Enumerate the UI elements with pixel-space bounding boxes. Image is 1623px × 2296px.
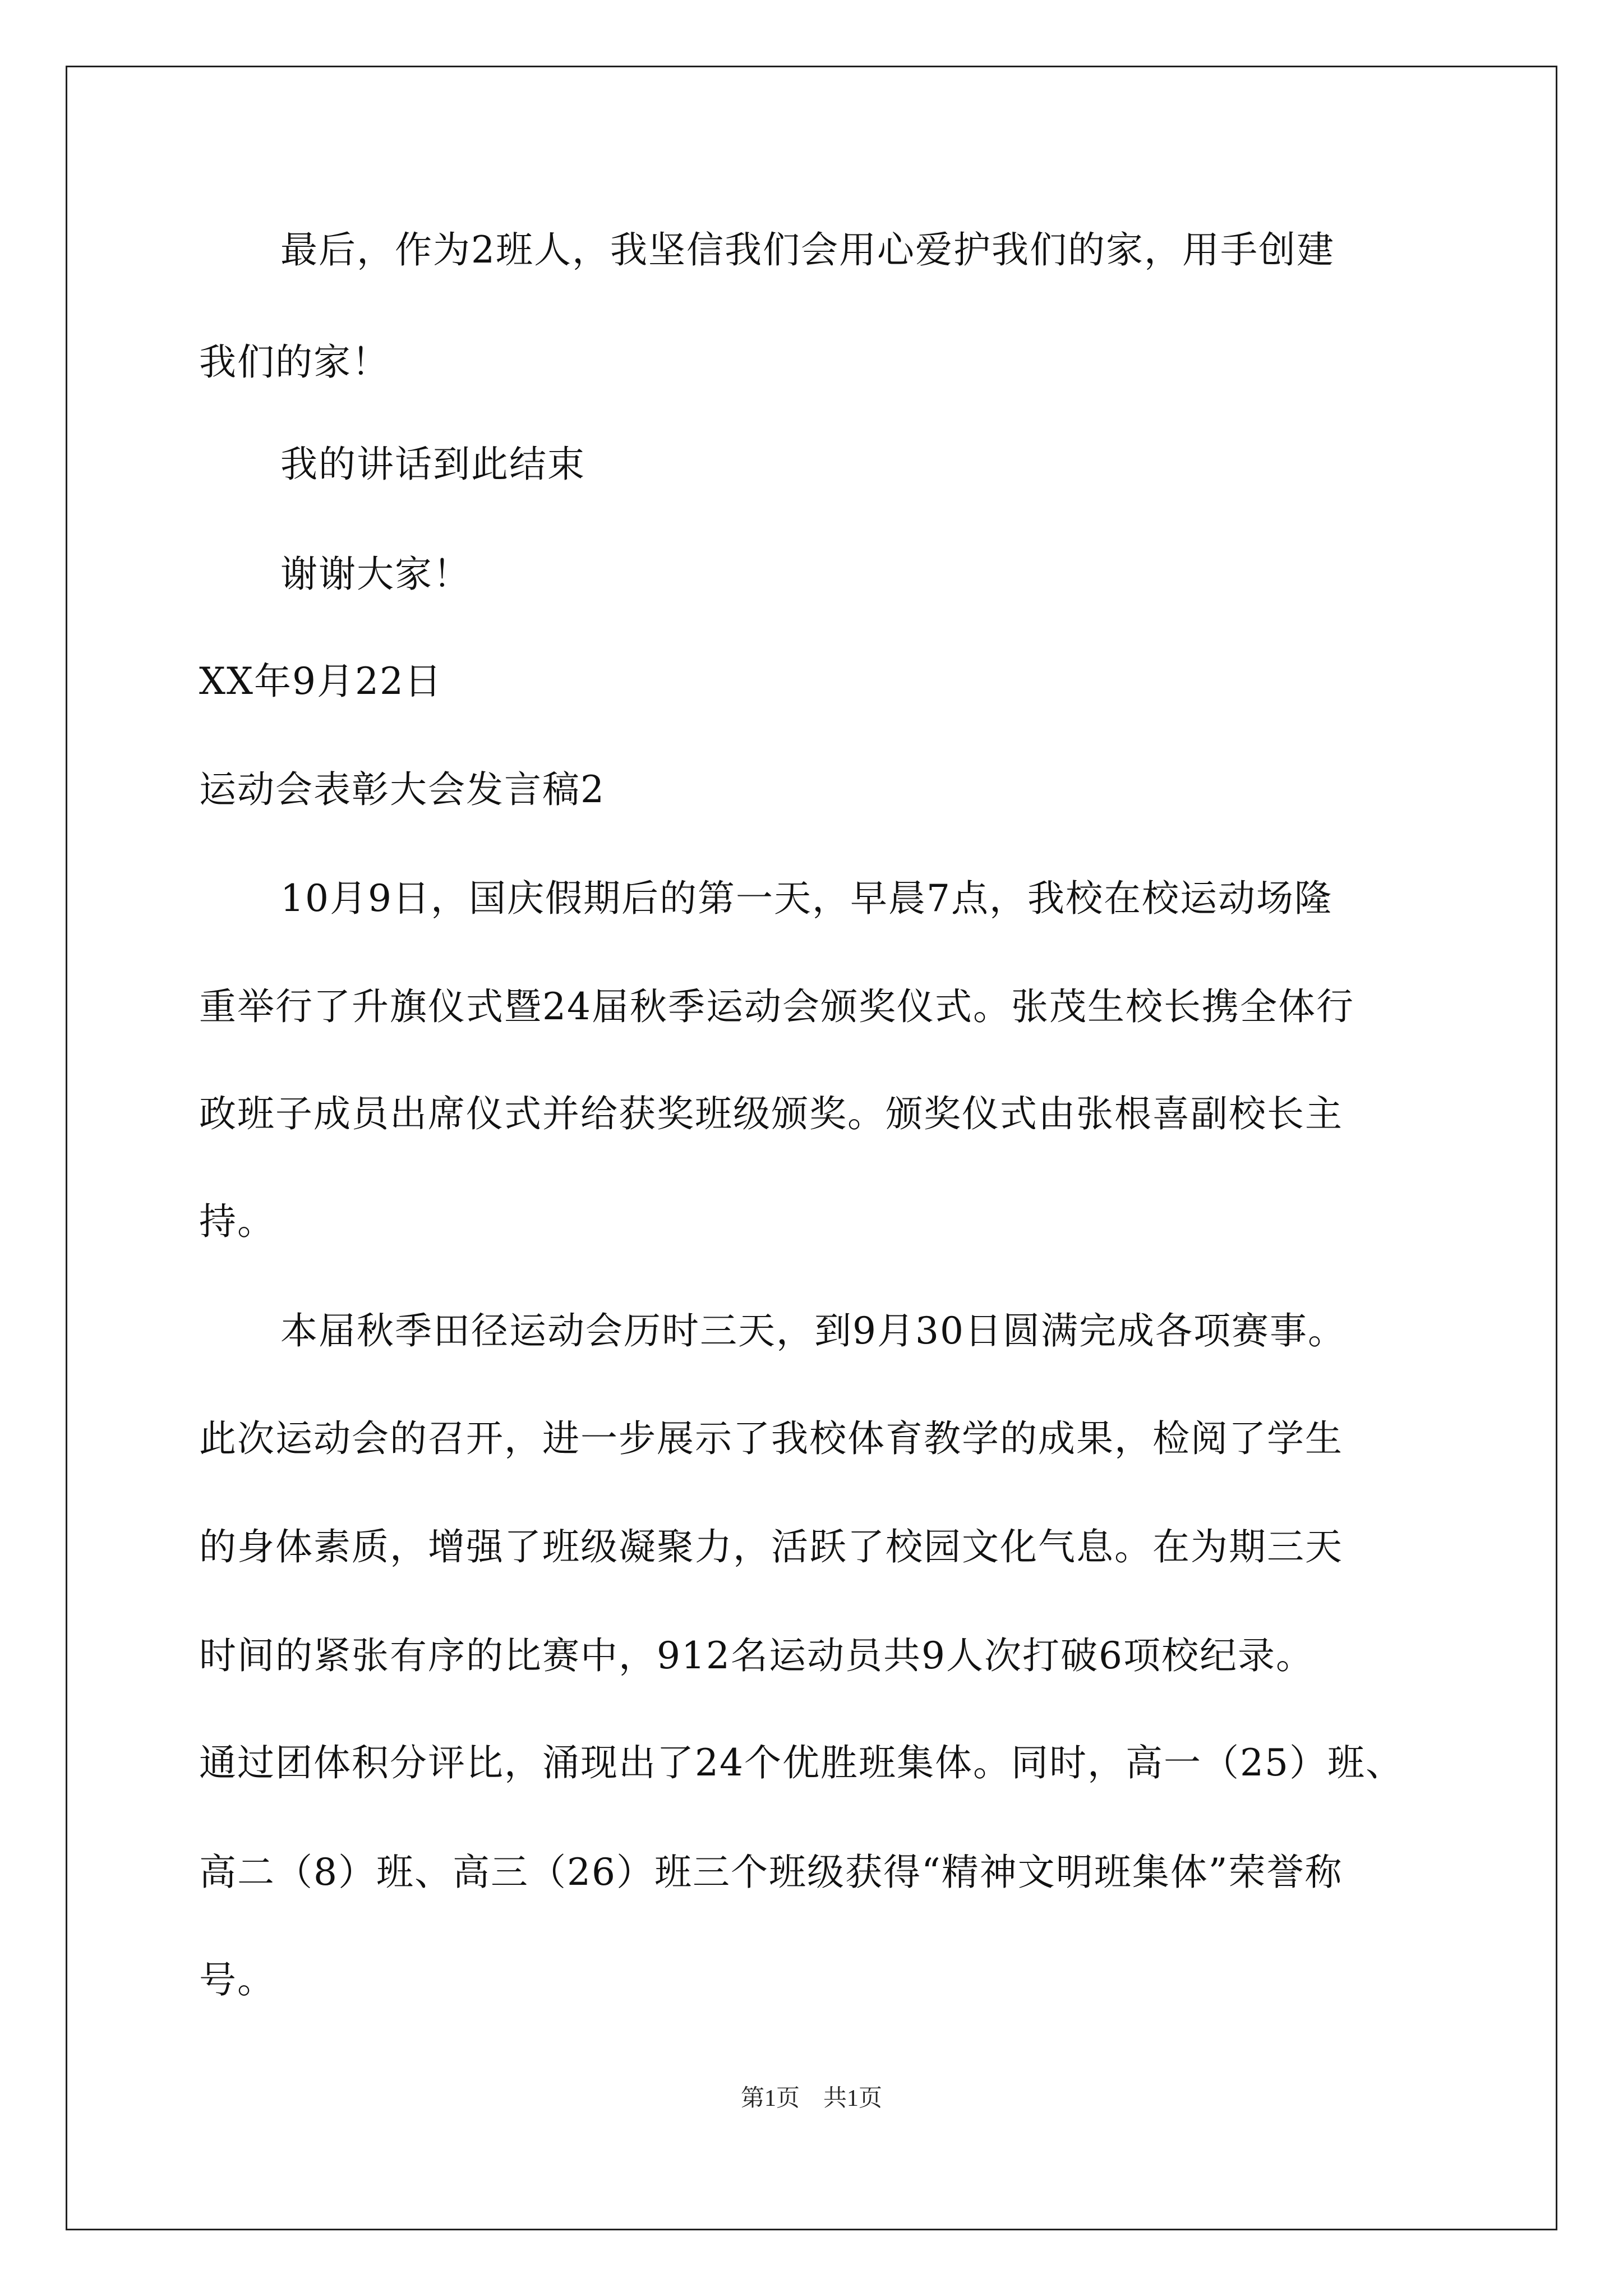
page-border — [66, 66, 1557, 2230]
paragraph-line: 本届秋季田径运动会历时三天，到9月30日圆满完成各项赛事。 — [280, 1309, 1346, 1352]
section-title: 运动会表彰大会发言稿2 — [199, 768, 605, 811]
paragraph-line: 时间的紧张有序的比赛中，912名运动员共9人次打破6项校纪录。 — [199, 1634, 1314, 1677]
paragraph-line: 高二（8）班、高三（26）班三个班级获得“精神文明班集体”荣誉称 — [199, 1851, 1343, 1894]
paragraph-line: 政班子成员出席仪式并给获奖班级颁奖。颁奖仪式由张根喜副校长主 — [199, 1092, 1343, 1135]
date-line: XX年9月22日 — [199, 660, 442, 703]
paragraph-line: 我的讲话到此结束 — [280, 443, 585, 486]
paragraph-line: 我们的家！ — [199, 341, 390, 384]
paragraph-line: 重举行了升旗仪式暨24届秋季运动会颁奖仪式。张茂生校长携全体行 — [199, 985, 1354, 1028]
paragraph-line: 最后，作为2班人，我坚信我们会用心爱护我们的家，用手创建 — [280, 228, 1335, 272]
paragraph-line: 通过团体积分评比，涌现出了24个优胜班集体。同时，高一（25）班、 — [199, 1741, 1404, 1784]
paragraph-line: 的身体素质，增强了班级凝聚力，活跃了校园文化气息。在为期三天 — [199, 1525, 1343, 1568]
paragraph-line: 持。 — [199, 1200, 275, 1243]
paragraph-line: 号。 — [199, 1958, 275, 2001]
page-footer: 第1页 共1页 — [740, 2086, 882, 2111]
paragraph-line: 谢谢大家！ — [280, 553, 471, 596]
paragraph-line: 10月9日，国庆假期后的第一天，早晨7点，我校在校运动场隆 — [280, 877, 1332, 920]
paragraph-line: 此次运动会的召开，进一步展示了我校体育教学的成果，检阅了学生 — [199, 1417, 1343, 1460]
